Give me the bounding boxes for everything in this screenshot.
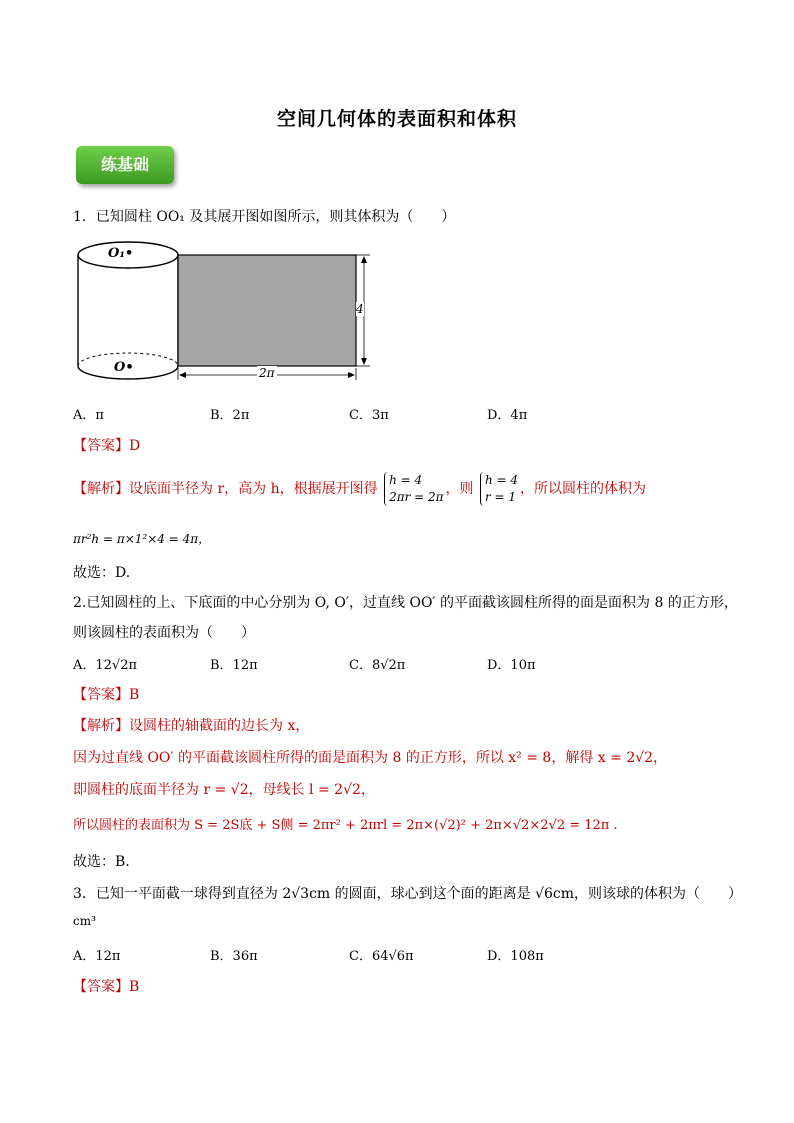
q3-stem-1: 3．已知一平面截一球得到直径为 2√3cm 的圆面，球心到这个面的距离是 √6cm，则该球的体积为（ ） [73,886,743,902]
unfolded-rectangle [178,255,356,366]
system-2: h = 4 r = 1 [480,472,518,506]
section-badge: 练基础 [76,146,174,184]
q2-analysis-4: 所以圆柱的表面积为 S = 2S底 + S侧 = 2πr² + 2πrl = 2π×(√2)² + 2π×√2×2√2 = 12π . [73,818,618,833]
q2-analysis-2: 因为过直线 OO′ 的平面截该圆柱所得的面是面积为 8 的正方形，所以 x² = 8，解得 x = 2√2， [73,750,668,766]
q1-option-a: A．π [73,408,104,423]
q1-stem: 1．已知圆柱 OO₁ 及其展开图如图所示，则其体积为（ ） [73,209,456,225]
q2-stem-2: 则该圆柱的表面积为（ ） [73,625,255,641]
label-width: 2π [259,366,275,380]
q1-result: 故选：D. [73,565,131,581]
label-height: 4 [356,302,364,316]
q3-stem-2: cm³ [73,914,96,928]
q2-answer: 【答案】B [73,687,140,703]
q3-option-b: B．36π [210,949,258,964]
q1-analysis: 【解析】设底面半径为 r，高为 h，根据展开图得 h = 4 2πr = 2π ，则 h = 4 r = 1 ，所以圆柱的体积为 [73,473,647,504]
q2-option-b: B．12π [210,658,258,673]
q1-option-c: C．3π [349,408,389,423]
label-o1: O₁• [108,246,134,261]
q1-option-d: D．4π [487,408,528,423]
q2-result: 故选：B. [73,854,130,870]
q3-option-c: C．64√6π [349,949,414,964]
q1-answer: 【答案】D [73,438,141,454]
q2-option-c: C．8√2π [349,658,406,673]
q1-calc: πr²h = π×1²×4 = 4π， [73,532,211,546]
q3-option-d: D．108π [487,949,544,964]
q2-analysis-3: 即圆柱的底面半径为 r = √2，母线长 l = 2√2， [73,782,375,798]
q3-option-a: A．12π [73,949,121,964]
q1-option-b: B．2π [210,408,250,423]
page-title: 空间几何体的表面积和体积 [276,108,517,130]
label-o: O• [114,360,134,375]
q3-answer: 【答案】B [73,979,140,995]
q2-option-a: A．12√2π [73,658,138,673]
system-1: h = 4 2πr = 2π [384,472,443,506]
q2-analysis-1: 【解析】设圆柱的轴截面的边长为 x， [73,718,310,734]
q2-option-d: D．10π [487,658,536,673]
q2-stem-1: 2.已知圆柱的上、下底面的中心分别为 O, O′，过直线 OO′ 的平面截该圆柱所得的面是面积为 8 的正方形， [73,595,738,611]
